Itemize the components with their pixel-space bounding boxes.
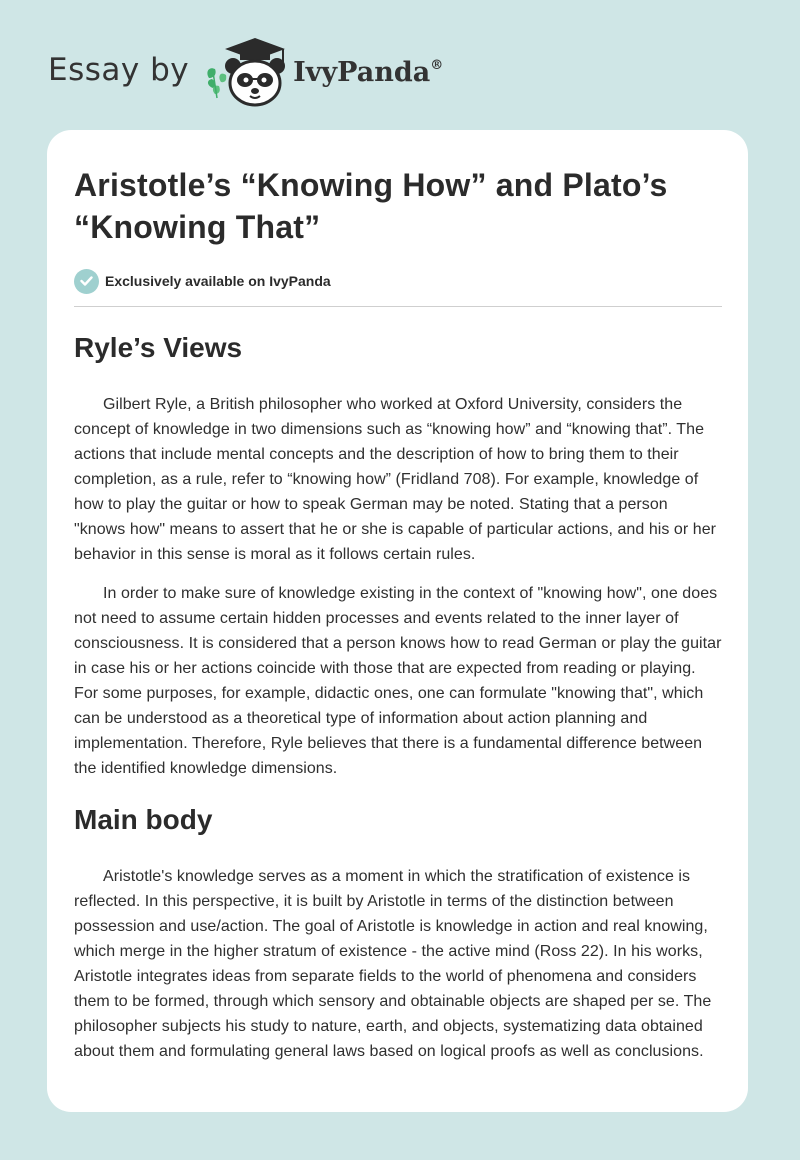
section-ryles-views (74, 331, 722, 781)
section-heading: Ryle’s Views (74, 332, 243, 363)
badge-text: Exclusively available on IvyPanda (105, 273, 331, 289)
registered-mark: ® (430, 57, 444, 73)
site-header (48, 36, 443, 108)
paragraph: In order to make sure of knowledge existing in the context of "knowing how", one does not need to assume certain hidden processes and events related to the inner layer of consciousness. It is considered that a person knows how to read German or play the guitar in case his or her actions coincide with those that are expected from reading or playing. For some purposes, for example, didactic ones, one can formulate "knowing that", which can be understood as a theoretical type of information about action planning and implementation. Therefore, Ryle believes that there is a fundamental difference between the identified knowledge dimensions. (74, 585, 722, 777)
essay-by-label: Essay by (48, 52, 190, 88)
article-title: Aristotle’s “Knowing How” and Plato’s “Knowing That” (74, 167, 668, 245)
check-icon (74, 269, 99, 294)
section-main-body (74, 803, 722, 1064)
article-card (47, 130, 748, 1112)
paragraph: Gilbert Ryle, a British philosopher who worked at Oxford University, considers the concept of knowledge in two dimensions such as “knowing how” and “knowing that”. The actions that include mental concepts and the description of how to bring them to their completion, as a rule, refer to “knowing how” (Fridland 708). For example, knowledge of how to play the guitar or how to speak German may be noted. Stating that a person "knows how" means to assert that he or she is capable of particular actions, and his or her behavior in this sense is moral as it follows certain rules. (74, 396, 717, 563)
panda-logo-icon[interactable] (203, 36, 291, 108)
brand-name-text: IvyPanda (293, 56, 431, 88)
brand-name[interactable] (293, 57, 443, 88)
title-divider (74, 306, 722, 307)
section-heading: Main body (74, 804, 213, 835)
exclusive-badge (74, 268, 722, 294)
paragraph: Aristotle's knowledge serves as a moment in which the stratification of existence is reflected. In this perspective, it is built by Aristotle in terms of the distinction between possession and use/action. The goal of Aristotle is knowledge in action and real knowing, which merge in the higher stratum of existence - the active mind (Ross 22). In his works, Aristotle integrates ideas from separate fields to the world of phenomena and considers them to be formed, through which sensory and obtainable objects are shaped per se. The philosopher subjects his study to nature, earth, and objects, systematizing data obtained about them and formulating general laws based on logical proofs as well as conclusions. (74, 868, 712, 1060)
